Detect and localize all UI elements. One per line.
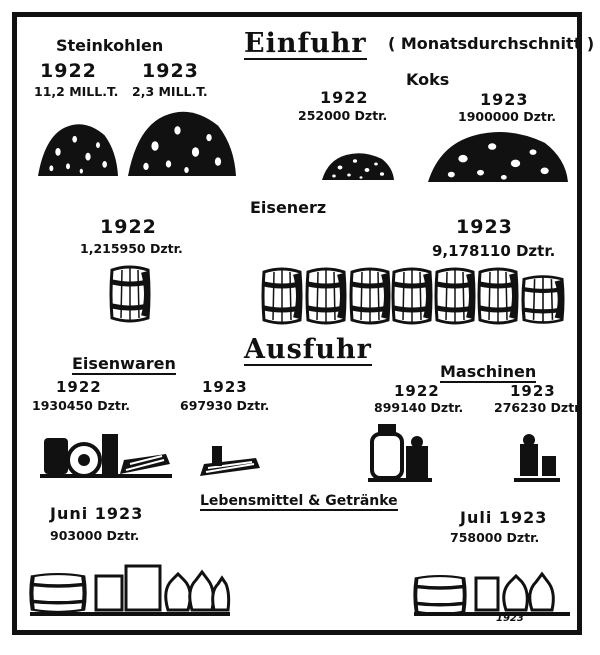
ironware-1923-icon bbox=[198, 440, 262, 480]
barrel-1923-2-icon bbox=[307, 269, 345, 323]
koks-1922-value: 252000 Dztr. bbox=[298, 108, 388, 123]
eisenerz-label: Eisenerz bbox=[250, 198, 327, 217]
lebensmittel-label: Lebensmittel & Getränke bbox=[200, 493, 398, 509]
eisenwaren-label: Eisenwaren bbox=[72, 354, 176, 373]
machine-1923-icon bbox=[514, 432, 560, 482]
eisenerz-1922-value: 1,215950 Dztr. bbox=[80, 241, 183, 256]
import-subtitle: ( Monatsdurchschnitt ) bbox=[388, 34, 595, 53]
steinkohlen-1923-value: 2,3 MILL.T. bbox=[132, 84, 208, 99]
koks-1923-year: 1923 bbox=[480, 90, 529, 109]
barrel-1923-5-icon bbox=[436, 269, 474, 323]
maschinen-1922-value: 899140 Dztr. bbox=[374, 400, 464, 415]
eisenwaren-1922-year: 1922 bbox=[56, 378, 102, 396]
eisenerz-1923-year: 1923 bbox=[456, 216, 513, 238]
lebensmittel-left-value: 903000 Dztr. bbox=[50, 528, 140, 543]
steinkohlen-label: Steinkohlen bbox=[56, 36, 164, 55]
barrel-1923-partial-icon bbox=[523, 277, 563, 323]
maschinen-1923-year: 1923 bbox=[510, 382, 556, 400]
maschinen-label: Maschinen bbox=[440, 362, 537, 381]
barrel-1923-4-icon bbox=[393, 269, 431, 323]
barrel-1923-1-icon bbox=[263, 269, 301, 323]
eisenwaren-1922-value: 1930450 Dztr. bbox=[32, 398, 130, 413]
maschinen-1923-value: 276230 Dztr. bbox=[494, 400, 584, 415]
eisenerz-1922-year: 1922 bbox=[100, 216, 157, 238]
eisenerz-1923-value: 9,178110 Dztr. bbox=[432, 242, 556, 260]
koks-label: Koks bbox=[406, 70, 450, 89]
koks-1923-value: 1900000 Dztr. bbox=[458, 109, 556, 124]
food-goods-right-icon bbox=[414, 564, 570, 616]
lebensmittel-right-value: 758000 Dztr. bbox=[450, 530, 540, 545]
import-title: Einfuhr bbox=[244, 28, 367, 59]
steinkohlen-1922-year: 1922 bbox=[40, 60, 97, 82]
lebensmittel-right-year: Juli 1923 bbox=[460, 508, 548, 527]
export-title: Ausfuhr bbox=[244, 334, 372, 365]
food-goods-left-icon bbox=[30, 560, 230, 616]
koks-1922-year: 1922 bbox=[320, 88, 369, 107]
eisenwaren-1923-value: 697930 Dztr. bbox=[180, 398, 270, 413]
lebensmittel-left-year: Juni 1923 bbox=[50, 504, 144, 523]
ironware-1922-icon bbox=[40, 424, 172, 480]
artist-signature: 1923 bbox=[496, 613, 524, 624]
eisenwaren-1923-year: 1923 bbox=[202, 378, 248, 396]
machine-1922-icon bbox=[368, 420, 432, 482]
barrel-1923-3-icon bbox=[351, 269, 389, 323]
barrel-1923-6-icon bbox=[479, 269, 517, 323]
steinkohlen-1922-value: 11,2 MILL.T. bbox=[34, 84, 119, 99]
maschinen-1922-year: 1922 bbox=[394, 382, 440, 400]
steinkohlen-1923-year: 1923 bbox=[142, 60, 199, 82]
